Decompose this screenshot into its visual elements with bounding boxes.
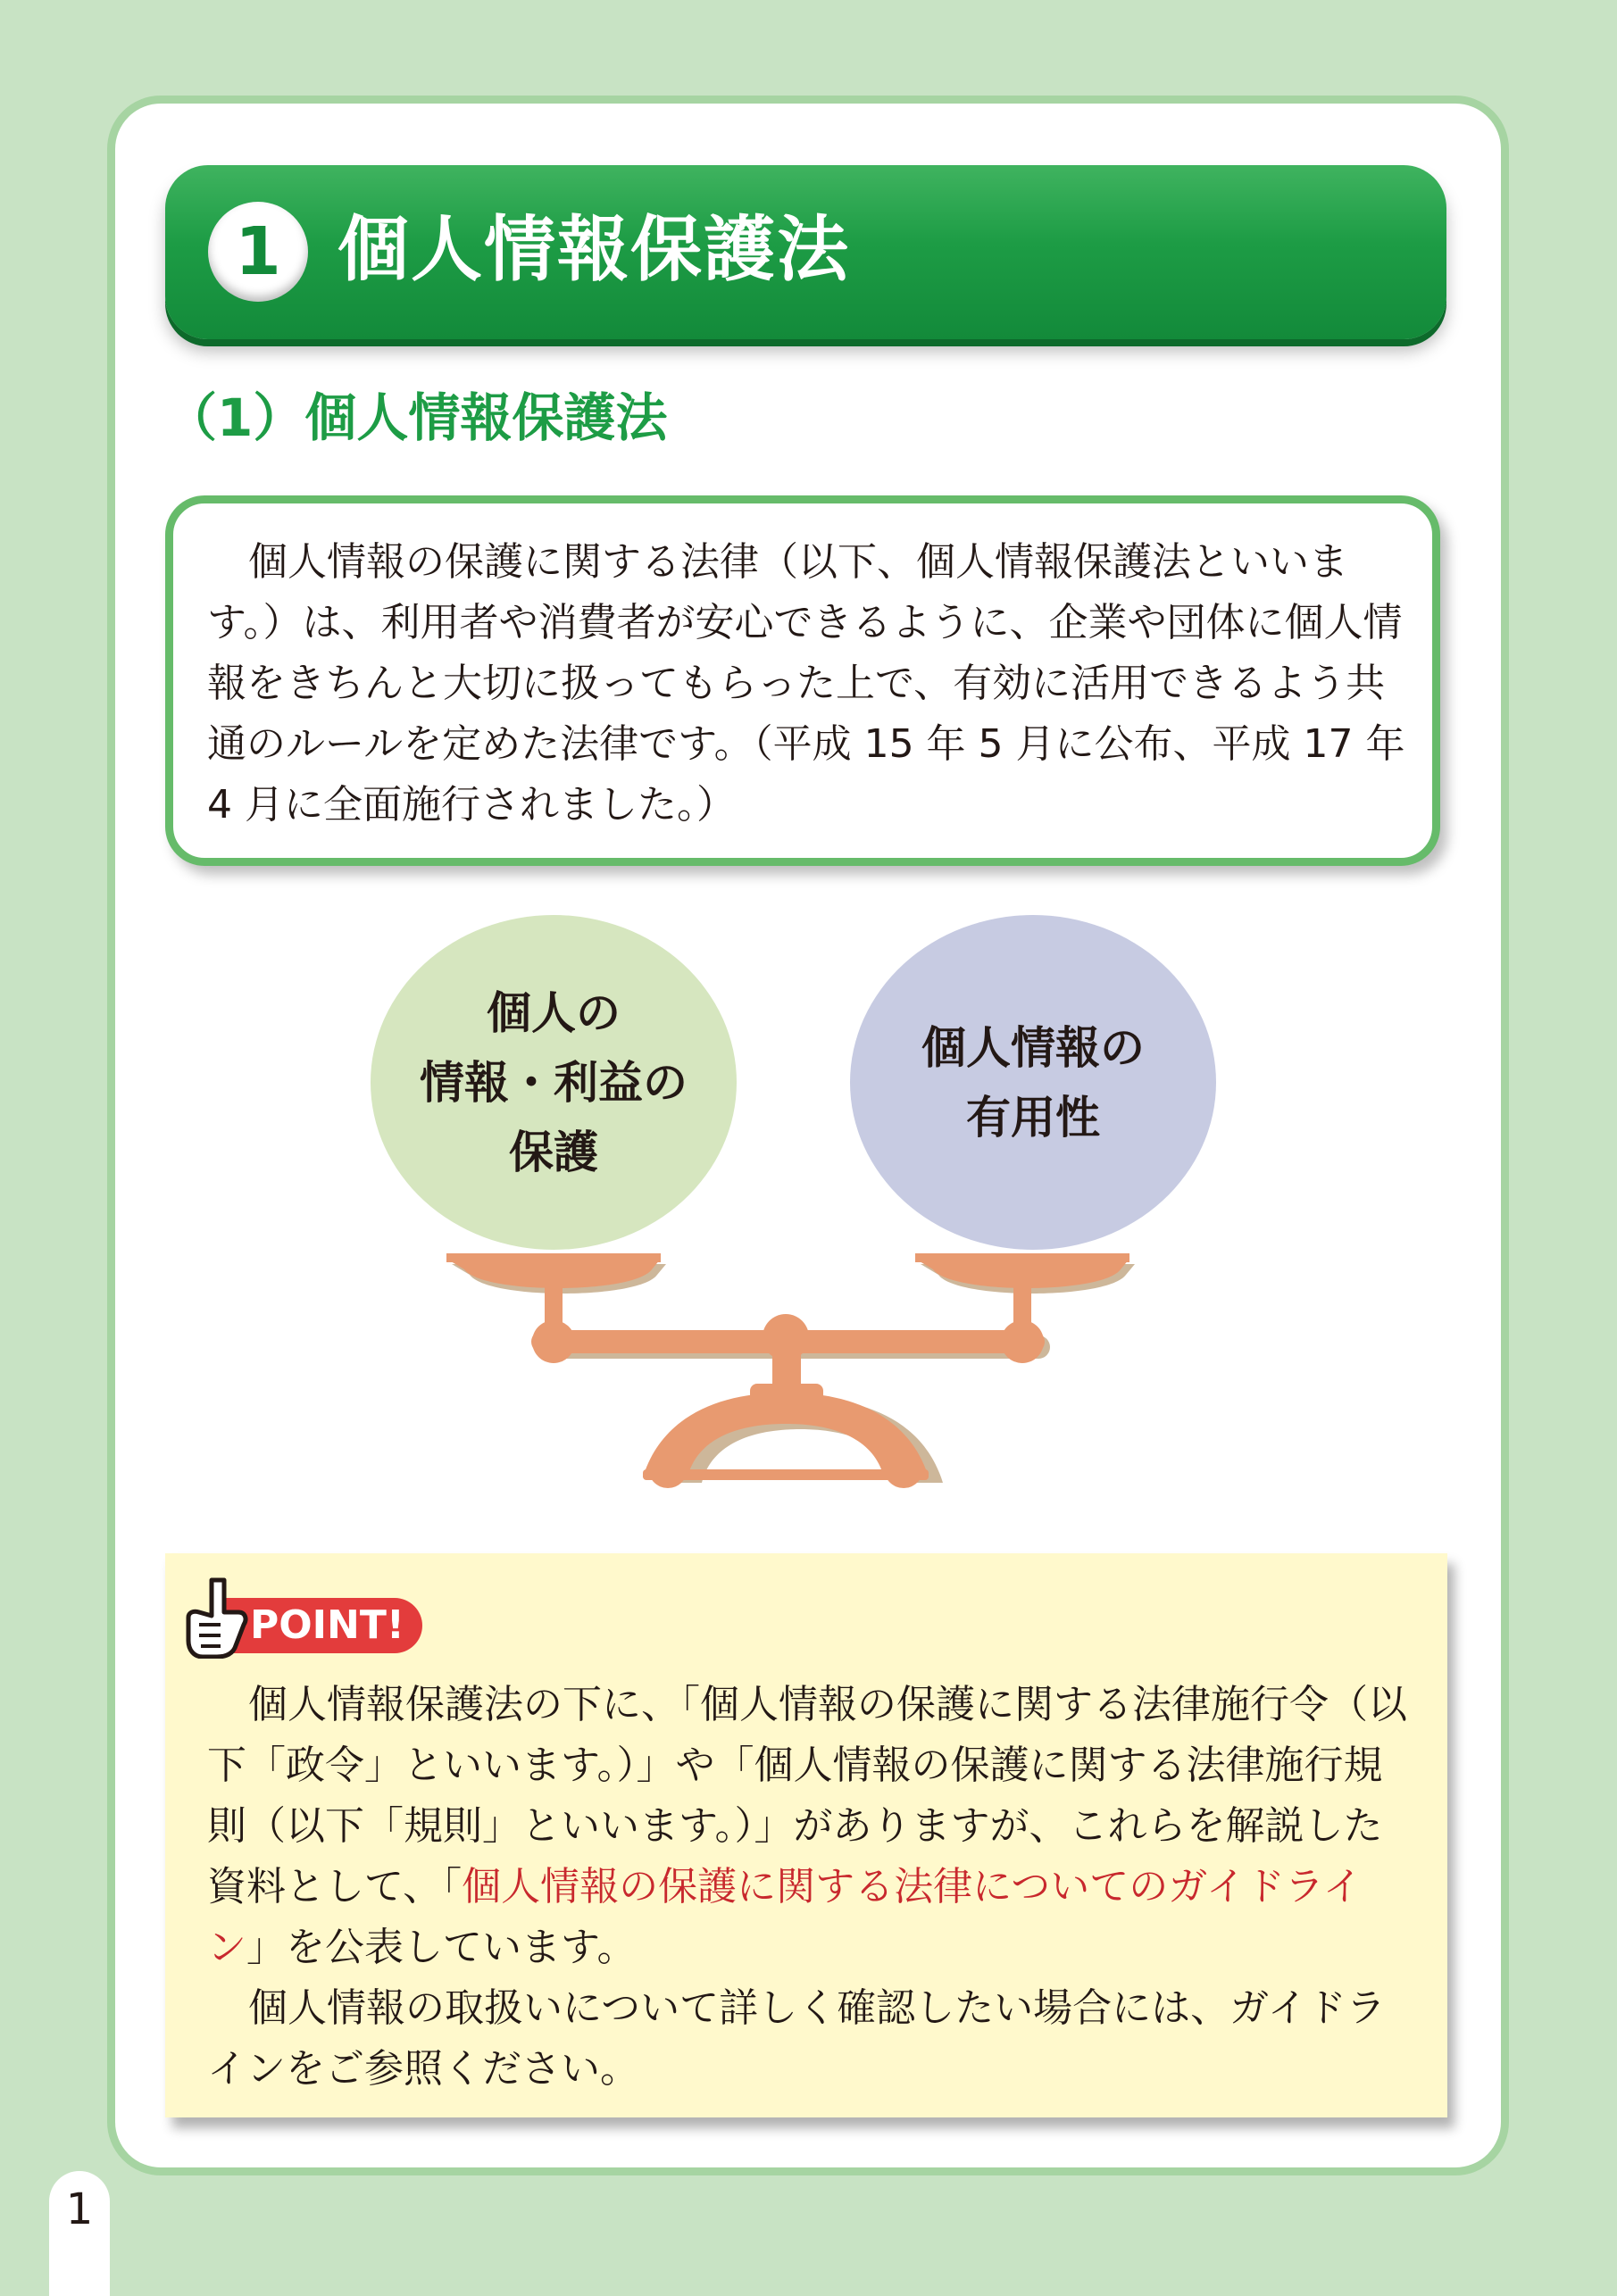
intro-text: 個人情報の保護に関する法律（以下、個人情報保護法といいます。）は、利用者や消費者が安心できるように、企業や団体に個人情報をきちんと大切に扱ってもらった上で、有効に活用できるよう共通のルールを定めた法律です。（平成 15 年 5 月に公布、平成 17 年 4 月に全面施行されました。） [207, 539, 1405, 828]
point-text [207, 1675, 1411, 2100]
point-badge: POINT! [214, 1598, 422, 1653]
point-paragraph-1 [207, 1675, 1411, 1978]
balance-right-circle: 個人情報の 有用性 [850, 915, 1216, 1250]
balance-left-circle: 個人の 情報・利益の 保護 [371, 915, 737, 1250]
subsection-heading: （1）個人情報保護法 [165, 387, 668, 448]
point-paragraph-2: 個人情報の取扱いについて詳しく確認したい場合には、ガイドラインをご参照ください。 [207, 1985, 1386, 2092]
balance-scale-icon [429, 1241, 1188, 1509]
point-paragraph-1-text-a: 個人情報保護法の下に、「個人情報の保護に関する法律施行令（以下「政令」といいます。）」や「個人情報の保護に関する法律施行規則（以下「規則」といいます。）」がありますが、これらを解説した資料として、「 [207, 1682, 1407, 1909]
section-number-badge: 1 [208, 202, 308, 302]
pointing-hand-icon [185, 1576, 251, 1659]
section-title: 個人情報保護法 [338, 208, 850, 291]
point-paragraph-1-text-b: 」を公表しています。 [246, 1925, 637, 1970]
guideline-link[interactable]: 個人情報の保護に関する法律についてのガイドライン [207, 1864, 1363, 1970]
page-number: 1 [65, 2184, 94, 2234]
